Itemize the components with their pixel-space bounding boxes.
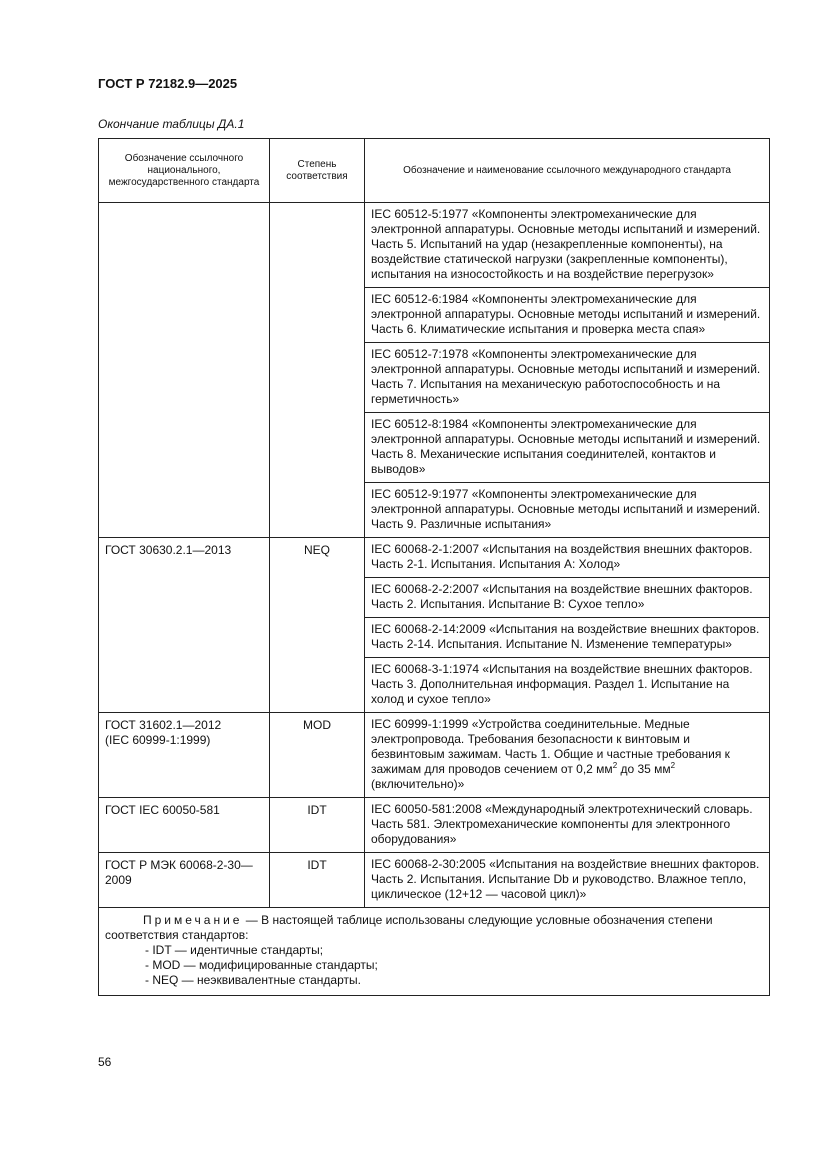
column-header-degree: Степень соответствия: [270, 139, 365, 203]
international-standards-cell: [365, 798, 770, 853]
international-standards-cell: [365, 853, 770, 908]
international-standard-entry: IEC 60512-5:1977 «Компоненты электромеханические для электронной аппаратуры. Основные методы испытаний и измерений. Часть 5. Испытаний на удар (незакрепленные компоненты), на воздействие статической нагрузки (закрепленные компоненты), испытания на износостойкость и на воздействие перегрузок»: [371, 207, 761, 281]
note-intro: [105, 913, 763, 943]
table-row: [99, 798, 770, 853]
international-standard-entry: IEC 60050-581:2008 «Международный электротехнический словарь. Часть 581. Электромеханические компоненты для электронного оборудования»: [371, 802, 753, 846]
degree-cell: MOD: [270, 713, 365, 798]
degree-cell: IDT: [270, 853, 365, 908]
national-standard-cell: [99, 713, 270, 798]
note-list-item: - IDT — идентичные стандарты;: [145, 943, 763, 958]
national-standard-cell: [99, 203, 270, 538]
international-standards-cell: [365, 203, 770, 538]
degree-cell: [270, 203, 365, 538]
page-number: 56: [98, 1055, 112, 1069]
national-standard-label: ГОСТ 31602.1—2012: [105, 718, 222, 732]
national-standard-cell: ГОСТ IEC 60050-581: [99, 798, 270, 853]
table-row: [99, 203, 770, 538]
note-list-item: - NEQ — неэквивалентные стандарты.: [145, 973, 763, 988]
table-caption: Окончание таблицы ДА.1: [98, 117, 245, 131]
table-note: [99, 908, 770, 996]
document-number: ГОСТ Р 72182.9—2025: [98, 76, 238, 91]
degree-cell: IDT: [270, 798, 365, 853]
column-header-national: Обозначение ссылочного национального, межгосударственного стандарта: [99, 139, 270, 203]
reference-standards-table: [98, 138, 770, 996]
international-standard-entry: IEC 60512-9:1977 «Компоненты электромеханические для электронной аппаратуры. Основные методы испытаний и измерений. Часть 9. Различные испытания»: [365, 482, 769, 537]
table-row: [99, 538, 770, 713]
table-row: [99, 853, 770, 908]
entry-text-part: IEC 60999-1:1999 «Устройства соединительные. Медные электропровода. Требования безопасности к винтовым и безвинтовым зажимам. Часть 1. Общие и частные требования к зажимам для проводов сечением от 0,2 мм: [371, 717, 730, 776]
international-standard-entry: IEC 60512-7:1978 «Компоненты электромеханические для электронной аппаратуры. Основные методы испытаний и измерений. Часть 7. Испытания на механическую работоспособность и на герметичность»: [365, 342, 769, 412]
table-header-row: [99, 139, 770, 203]
note-text: — В настоящей таблице использованы следующие условные обозначения степени соответствия стандартов:: [105, 913, 713, 942]
international-standard-entry: IEC 60068-2-14:2009 «Испытания на воздействие внешних факторов. Часть 2-14. Испытания. Испытание N. Изменение температуры»: [365, 617, 769, 657]
table-row: [99, 713, 770, 798]
entry-text-part: (включительно)»: [371, 777, 465, 791]
entry-text-part: до 35 мм: [617, 762, 671, 776]
international-standard-entry: IEC 60068-2-1:2007 «Испытания на воздействия внешних факторов. Часть 2-1. Испытания. Испытания А: Холод»: [371, 542, 753, 571]
degree-cell: NEQ: [270, 538, 365, 713]
international-standard-entry: IEC 60512-6:1984 «Компоненты электромеханические для электронной аппаратуры. Основные методы испытаний и измерений. Часть 6. Климатические испытания и проверка места спая»: [365, 287, 769, 342]
note-list: [105, 943, 763, 988]
national-standard-cell: ГОСТ Р МЭК 60068-2-30—2009: [99, 853, 270, 908]
superscript-exponent: 2: [612, 761, 618, 770]
international-standard-entry: IEC 60068-3-1:1974 «Испытания на воздействие внешних факторов. Часть 3. Дополнительная информация. Раздел 1. Испытание на холод и сухое тепло»: [365, 657, 769, 712]
international-standard-entry: [365, 713, 769, 797]
international-standard-entry: IEC 60068-2-2:2007 «Испытания на воздействие внешних факторов. Часть 2. Испытания. Испытание В: Сухое тепло»: [365, 577, 769, 617]
international-standard-entry: IEC 60512-8:1984 «Компоненты электромеханические для электронной аппаратуры. Основные методы испытаний и измерений. Часть 8. Механические испытания соединителей, контактов и выводов»: [365, 412, 769, 482]
international-standards-cell: [365, 713, 770, 798]
note-label: Примечание: [143, 913, 243, 927]
international-standard-entry: IEC 60068-2-30:2005 «Испытания на воздействие внешних факторов. Часть 2. Испытания. Испытание Db и руководство. Влажное тепло, циклическое (12+12 — часовой цикл)»: [371, 857, 760, 901]
table-note-row: [99, 908, 770, 996]
note-list-item: - MOD — модифицированные стандарты;: [145, 958, 763, 973]
national-standard-equivalent: (IEC 60999-1:1999): [105, 733, 211, 747]
national-standard-cell: ГОСТ 30630.2.1—2013: [99, 538, 270, 713]
column-header-international: Обозначение и наименование ссылочного международного стандарта: [365, 139, 770, 203]
superscript-exponent: 2: [670, 761, 676, 770]
international-standards-cell: [365, 538, 770, 713]
